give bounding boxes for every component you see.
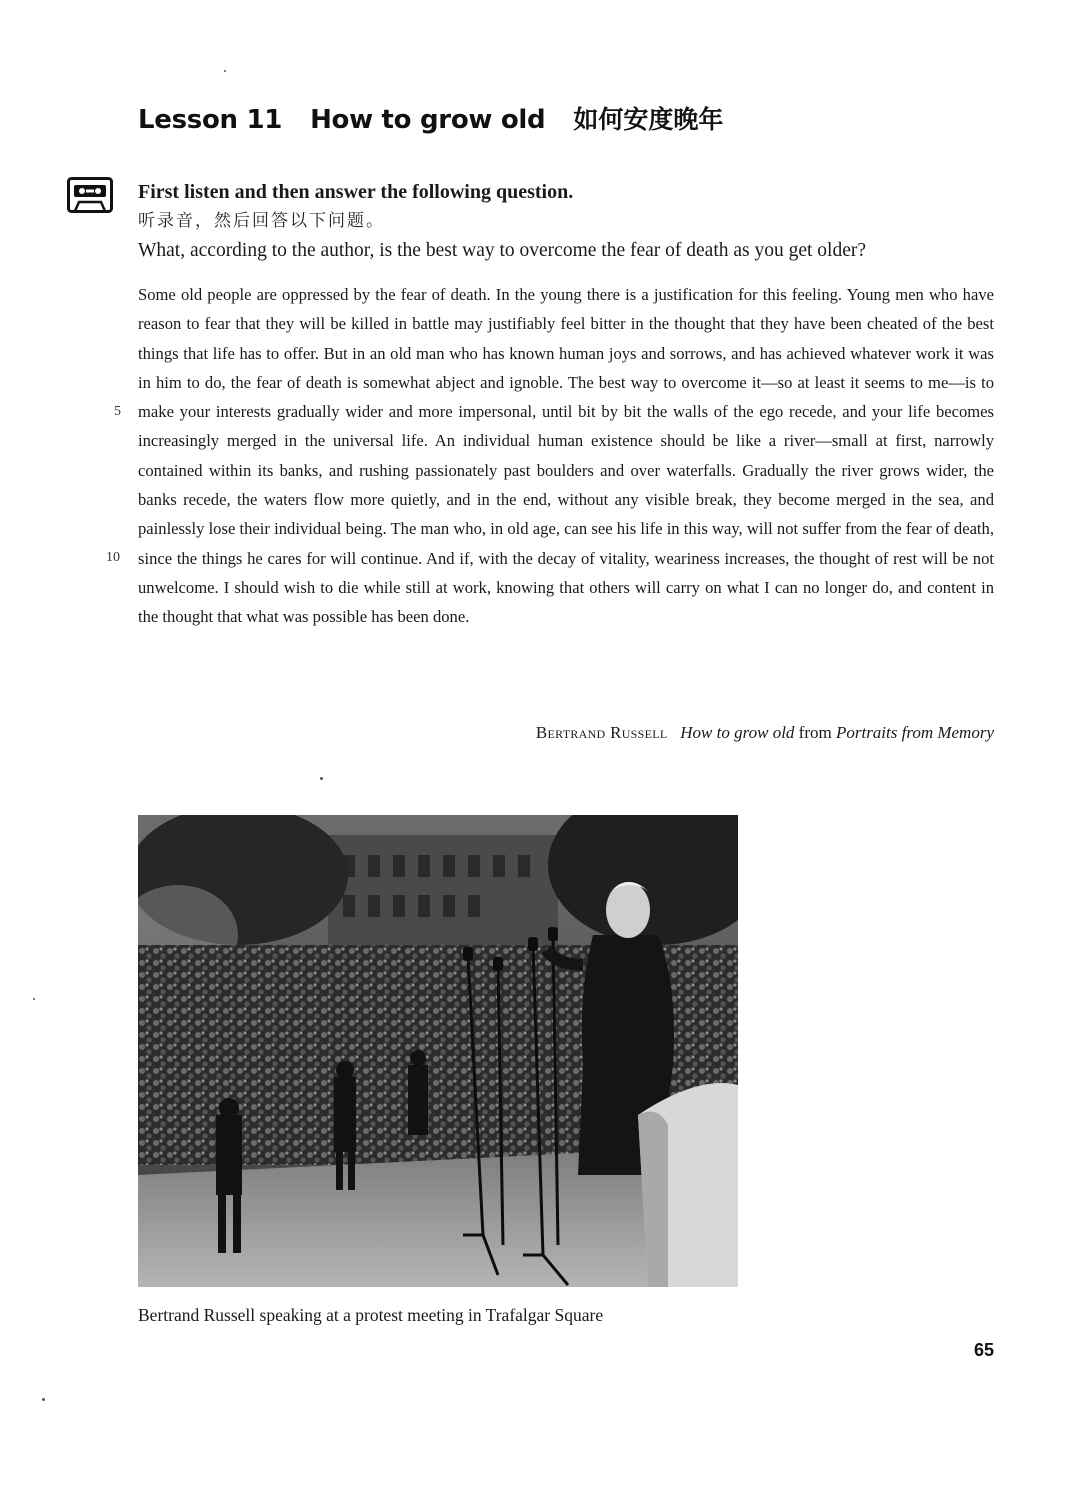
attribution-author: Bertrand Russell [535, 723, 668, 742]
attribution-from: from [798, 723, 832, 742]
comprehension-question: What, according to the author, is the best way to overcome the fear of death as you get older? [138, 240, 867, 261]
line-number-5: 5 [114, 404, 121, 419]
passage-text: Some old people are oppressed by the fear of death. In the young there is a justification for this feeling. Young men who have reason to fear that they will be killed in battle may justifiably feel bitter in the thought that they have been cheated of the best things that life has to offer. But in an old man who has known human joys and sorrows, and has achieved whatever work it was in him to do, the fear of death is somewhat abject and ignoble. The best way to overcome it—so at least it seems to me—is to make your interests gradually wider and more impersonal, until bit by bit the walls of the ego recede, and your life becomes increasingly merged in the universal life. An individual human existence should be like a river—small at first, narrowly contained within its banks, and rushing passionately past boulders and over waterfalls. Gradually the river grows wider, the banks recede, the waters flow more quietly, and in the end, without any visible break, they become merged in the sea, and painlessly lose their individual being. The man who, in old age, can see his life in this way, will not suffer from the fear of death, since the things he cares for will continue. And if, with the decay of vitality, weariness increases, the thought of rest will be not unwelcome. I should wish to die while still at work, knowing that others will carry on what I can no longer do, and content in the thought that what was possible has been done. [138, 285, 994, 627]
lesson-title-en: How to grow old [310, 105, 546, 135]
reading-passage [138, 280, 994, 632]
attribution-source: Portraits from Memory [835, 723, 994, 742]
attribution-work: How to grow old [680, 723, 795, 742]
listening-instructions [138, 178, 1018, 266]
source-attribution [536, 720, 994, 746]
cassette-tape-icon [67, 177, 113, 213]
lesson-title-zh: 如何安度晚年 [573, 105, 724, 134]
instruction-english: First listen and then answer the following question. [138, 181, 574, 203]
scan-speck [33, 998, 35, 1000]
scan-speck [224, 70, 226, 72]
photo-illustration [138, 815, 738, 1287]
lesson-title [138, 100, 723, 140]
russell-protest-photo [138, 815, 738, 1287]
instruction-chinese: 听录音，然后回答以下问题。 [138, 211, 385, 231]
lesson-number: Lesson 11 [138, 105, 283, 135]
scan-speck [320, 777, 323, 780]
line-number-10: 10 [106, 550, 120, 565]
photo-caption: Bertrand Russell speaking at a protest meeting in Trafalgar Square [138, 1305, 604, 1325]
page-number: 65 [973, 1340, 994, 1360]
scan-speck [42, 1398, 45, 1401]
